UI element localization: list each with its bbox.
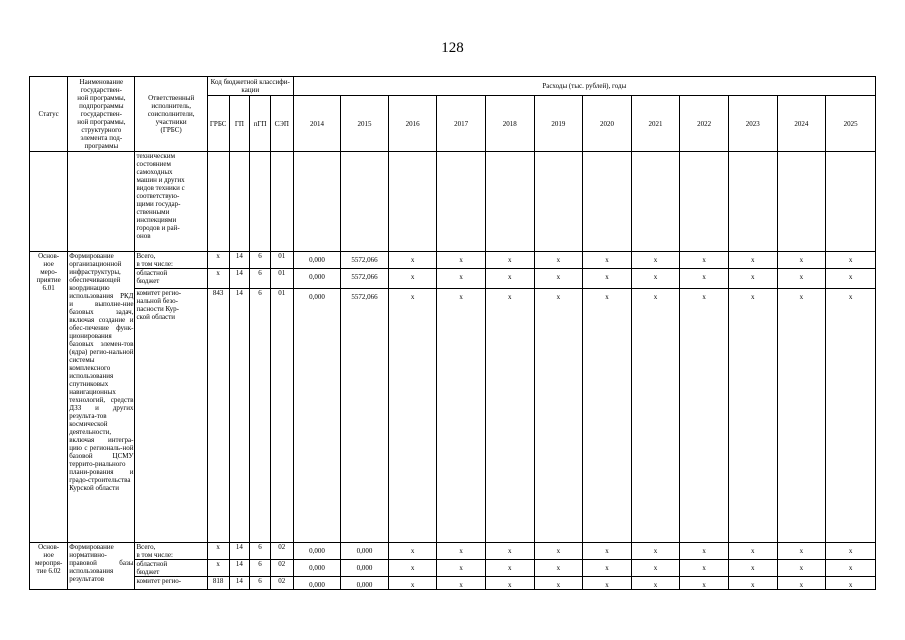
header-year: 2023 [728,96,777,152]
table-row [30,543,876,560]
cell-empty [583,152,632,252]
row-executor: комитет регио- [135,577,207,590]
cell-value: x [826,560,876,577]
header-executor: Ответственный исполнитель, соисполнители, участники (ГРБС) [135,77,207,152]
cell-gp: 14 [229,560,250,577]
cell-value: x [583,269,632,289]
cell-value: x [680,269,729,289]
cell-value: 0,000 [341,543,389,560]
cell-value: x [534,289,583,543]
cell-value: x [534,543,583,560]
measure-6-01 [30,252,876,543]
cell-value: x [388,560,437,577]
row-executor: комитет регио- нальной безо- пасности Кур- ской области [135,289,207,543]
cell-empty [229,152,250,252]
cell-value: x [631,269,680,289]
cell-value: x [777,577,826,590]
header-year: 2015 [341,96,389,152]
table-row [30,252,876,269]
cell-value: x [728,252,777,269]
cell-value: 0,000 [293,543,341,560]
continuation-row [30,152,876,252]
cell-pgp: 6 [250,577,271,590]
cell-value: x [680,289,729,543]
cell-value: 5572,066 [341,252,389,269]
cell-value: x [534,269,583,289]
header-status: Статус [30,77,68,152]
cell-value: x [826,577,876,590]
row-executor: Всего, в том числе: [135,543,207,560]
cell-pgp: 6 [250,289,271,543]
cell-grbs: x [207,543,229,560]
header-year: 2025 [826,96,876,152]
cell-empty [437,152,486,252]
cell-value: x [485,543,534,560]
cell-value: x [631,560,680,577]
cell-value: x [534,560,583,577]
cell-grbs: 818 [207,577,229,590]
cell-value: x [826,269,876,289]
cell-value: x [534,252,583,269]
cell-sep: 02 [270,560,293,577]
row-executor: областной бюджет [135,269,207,289]
cell-gp: 14 [229,543,250,560]
cell-pgp: 6 [250,543,271,560]
cell-grbs: 843 [207,289,229,543]
cell-empty [293,152,341,252]
cell-sep: 02 [270,577,293,590]
cell-value: x [777,289,826,543]
cell-value: x [485,252,534,269]
cell-sep: 01 [270,269,293,289]
cell-empty [207,152,229,252]
cell-value: 0,000 [341,560,389,577]
cell-value: x [583,543,632,560]
cell-grbs: x [207,269,229,289]
cell-value: x [583,577,632,590]
cell-grbs: x [207,252,229,269]
cell-empty [534,152,583,252]
header-expenses: Расходы (тыс. рублей), годы [293,77,875,96]
cell-sep: 02 [270,543,293,560]
header-row-1 [30,77,876,96]
cell-sep: 01 [270,289,293,543]
measure-name: Формирование организационной инфраструктуры, обеспечивающей координацию использования РКД и выполне-ние базовых задач, включая создание и обес-печение функ-ционирования базовых элемен-тов (ядра) регио-нальной системы комплексного использования спутниковых навигационных технологий, средств ДЗЗ и других результа-тов космической деятельности, включая интегра-цию с региональ-ной базовой ЦСМУ террито-риального плани-рования и градо-строительства Курской области [68,252,135,543]
header-grbs: ГРБС [207,96,229,152]
cell-value: x [728,289,777,543]
cell-value: x [388,543,437,560]
cell-value: 0,000 [293,252,341,269]
cell-grbs: x [207,560,229,577]
cell-value: x [583,289,632,543]
cell-value: x [437,252,486,269]
cell-value: x [826,252,876,269]
cell-empty [388,152,437,252]
cell-value: x [437,577,486,590]
cell-empty [68,152,135,252]
cell-value: x [631,543,680,560]
cell-empty [341,152,389,252]
measure-6-02 [30,543,876,590]
cell-value: x [388,252,437,269]
table-row [30,289,876,543]
header-year: 2017 [437,96,486,152]
cell-value: x [485,560,534,577]
cell-value: x [437,560,486,577]
cell-value: x [437,543,486,560]
cell-value: 0,000 [341,577,389,590]
cell-value: x [485,577,534,590]
cell-empty [485,152,534,252]
cell-value: 0,000 [293,577,341,590]
cell-value: x [777,269,826,289]
cell-value: x [728,543,777,560]
table-row [30,269,876,289]
cell-value: x [583,252,632,269]
cell-empty [30,152,68,252]
measure-status: Основ- ное меропря- тие 6.02 [30,543,68,590]
cell-value: x [631,252,680,269]
cell-value: x [534,577,583,590]
cell-value: 0,000 [293,560,341,577]
header-gp: ГП [229,96,250,152]
cell-value: 0,000 [293,289,341,543]
cell-empty [270,152,293,252]
row-executor: Всего, в том числе: [135,252,207,269]
cell-pgp: 6 [250,269,271,289]
expenses-table [29,76,876,590]
cell-empty [631,152,680,252]
cell-pgp: 6 [250,560,271,577]
cell-value: x [680,252,729,269]
header-pgp: пГП [250,96,271,152]
cell-value: x [728,269,777,289]
table-row [30,577,876,590]
page-number: 128 [441,40,464,56]
cell-value: x [485,289,534,543]
cell-value: 0,000 [293,269,341,289]
header-year: 2018 [485,96,534,152]
cell-value: 5572,066 [341,269,389,289]
cell-value: x [777,543,826,560]
cell-empty [777,152,826,252]
cell-value: x [680,577,729,590]
cell-empty [680,152,729,252]
header-year: 2022 [680,96,729,152]
header-sep: СЭП [270,96,293,152]
header-name: Наименование государствен- ной программы, подпрограммы государствен- ной программы, структурного элемента под- программы [68,77,135,152]
cell-empty [728,152,777,252]
continuation-executor: техническим состоянием самоходных машин и других видов техники с соответствую- щими государ- ственными инспекциями городов и рай- онов [135,152,207,252]
cell-value: x [631,289,680,543]
header-budget-code: Код бюджетной классифи- кации [207,77,293,96]
cell-value: x [728,560,777,577]
measure-name: Формирование нормативно-правовой базы использования результатов [68,543,135,590]
cell-value: x [777,252,826,269]
cell-gp: 14 [229,577,250,590]
cell-value: x [485,269,534,289]
measure-status: Основ- ное меро- приятие 6.01 [30,252,68,543]
cell-value: x [631,577,680,590]
header-year: 2014 [293,96,341,152]
cell-value: x [388,269,437,289]
cell-value: x [680,560,729,577]
cell-value: x [437,289,486,543]
header-year: 2021 [631,96,680,152]
cell-value: x [728,577,777,590]
cell-value: x [388,289,437,543]
cell-value: x [777,560,826,577]
cell-value: x [680,543,729,560]
cell-value: 5572,066 [341,289,389,543]
cell-sep: 01 [270,252,293,269]
cell-gp: 14 [229,289,250,543]
cell-empty [826,152,876,252]
cell-value: x [388,577,437,590]
cell-pgp: 6 [250,252,271,269]
header-year: 2016 [388,96,437,152]
cell-value: x [583,560,632,577]
cell-gp: 14 [229,252,250,269]
cell-value: x [826,289,876,543]
header-year: 2024 [777,96,826,152]
table-row [30,560,876,577]
cell-value: x [826,543,876,560]
cell-gp: 14 [229,269,250,289]
header-year: 2019 [534,96,583,152]
header-year: 2020 [583,96,632,152]
row-executor: областной бюджет [135,560,207,577]
cell-empty [250,152,271,252]
cell-value: x [437,269,486,289]
